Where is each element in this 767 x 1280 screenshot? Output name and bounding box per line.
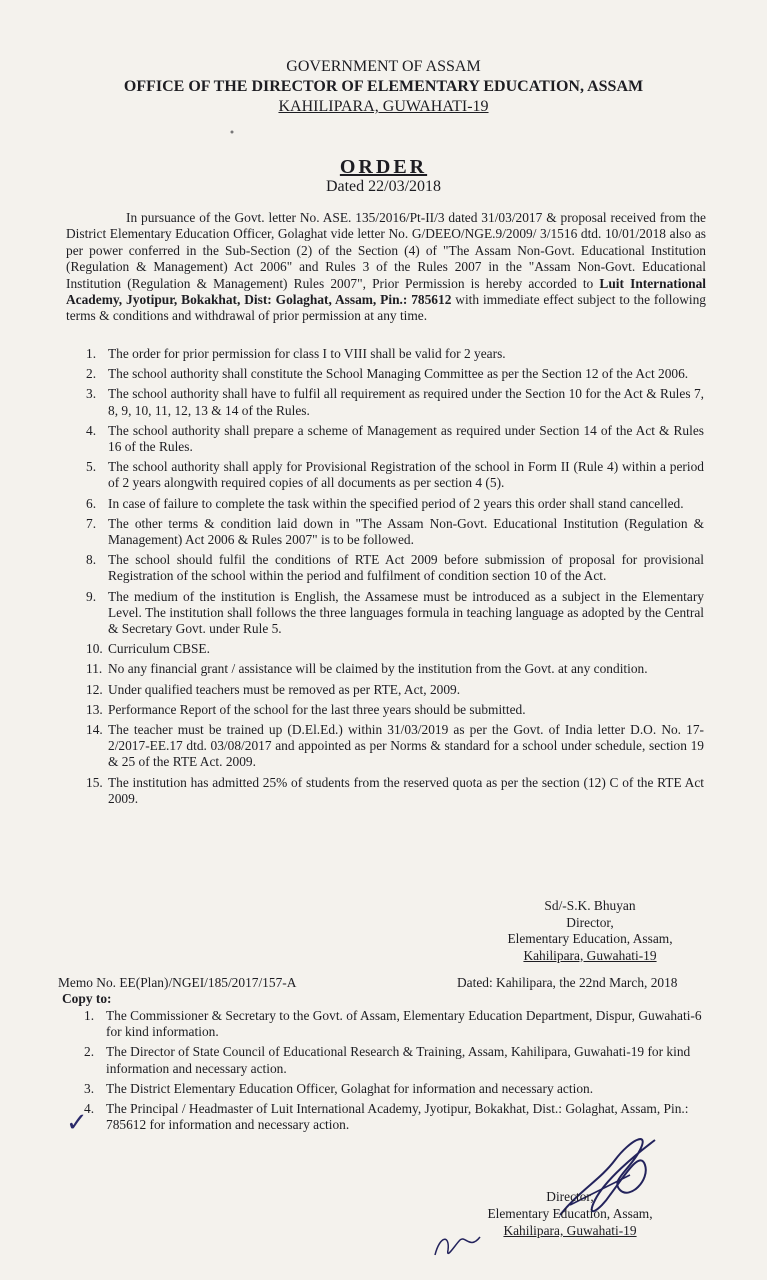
- signatory-department: Elementary Education, Assam,: [507, 931, 673, 946]
- term-item: [86, 552, 704, 584]
- terms-list: [86, 346, 704, 811]
- copies-list: [84, 1008, 706, 1137]
- term-number: 10.: [86, 641, 103, 657]
- term-text: The school should fulfil the conditions of RTE Act 2009 before submission of proposal for provisional Registration of the school within the period and fulfilment of condition section 10 of the Act.: [108, 552, 704, 584]
- term-item: [86, 702, 704, 718]
- term-item: [86, 722, 704, 771]
- term-item: [86, 589, 704, 638]
- term-number: 2.: [86, 366, 97, 382]
- term-number: 13.: [86, 701, 103, 717]
- header-address: KAHILIPARA, GUWAHATI-19: [278, 98, 489, 115]
- term-number: 6.: [86, 495, 97, 511]
- term-number: 3.: [86, 386, 97, 402]
- term-number: 11.: [86, 661, 103, 677]
- signatory-address: Kahilipara, Guwahati-19: [523, 947, 657, 963]
- copy-item: [84, 1044, 706, 1076]
- paragraph-text-b: with immediate effect subject to the following terms & conditions and withdrawal of prior permission at any time.: [66, 292, 706, 324]
- term-number: 4.: [86, 422, 97, 438]
- term-text: The school authority shall have to fulfil all requirement as required under the Section 10 for the Act & Rules 7, 8, 9, 10, 11, 12, 13 & 14 of the Rules.: [108, 386, 704, 418]
- term-text: The school authority shall apply for Provisional Registration of the school in Form II (Rule 4) within a period of 2 years alongwith required copies of all documents as per section 4 (5).: [108, 459, 704, 491]
- signatory-name: Sd/-S.K. Bhuyan: [544, 898, 636, 913]
- term-text: The teacher must be trained up (D.El.Ed.) within 31/03/2019 as per the Govt. of India letter D.O. No. 17-2/2017-EE.17 dtd. 03/08/2017 and appointed as per Norms & standard for a school under schedule, section 19 & 25 of the RTE Act. 2009.: [108, 722, 704, 770]
- term-text: The medium of the institution is English, the Assamese must be introduced as a subject in the Elementary Level. The institution shall follows the three languages formula in teaching language as adopted by the Central & Secretary Govt. under Rule 5.: [108, 588, 704, 637]
- term-number: 14.: [86, 722, 103, 738]
- term-text: Curriculum CBSE.: [108, 641, 210, 657]
- header-government: GOVERNMENT OF ASSAM: [286, 58, 481, 75]
- term-number: 1.: [86, 346, 97, 361]
- term-text: The other terms & condition laid down in "The Assam Non-Govt. Educational Institution (Regulation & Management) Act 2006 & Rules 2007" is to be followed.: [108, 515, 704, 548]
- term-item: [86, 516, 704, 548]
- signatory2-title: Director,: [546, 1189, 594, 1204]
- term-number: 15.: [86, 774, 103, 790]
- term-number: 12.: [86, 681, 103, 697]
- copy-number: 4.: [84, 1101, 95, 1117]
- term-text: The school authority shall constitute the School Managing Committee as per the Section 12 of the Act 2006.: [108, 366, 689, 382]
- term-item: [86, 423, 704, 455]
- copy-number: 2.: [84, 1044, 95, 1060]
- copy-item: [84, 1081, 706, 1097]
- term-number: 5.: [86, 459, 97, 475]
- term-item: [86, 641, 704, 657]
- memo-date: Dated: Kahilipara, the 22nd March, 2018: [457, 975, 678, 990]
- term-text: No any financial grant / assistance will be claimed by the institution from the Govt. at any condition.: [108, 661, 648, 677]
- copy-text: The Principal / Headmaster of Luit International Academy, Jyotipur, Bokakhat, Dist.: Golaghat, Assam, Pin.: 785612 for information and necessary action.: [106, 1101, 689, 1133]
- term-item: [86, 346, 704, 362]
- term-item: [86, 661, 704, 677]
- term-number: 8.: [86, 552, 97, 568]
- term-item: [86, 459, 704, 491]
- copy-text: The Director of State Council of Educational Research & Training, Assam, Kahilipara, Guwahati-19 for kind information and necessary action.: [106, 1044, 691, 1076]
- term-text: Performance Report of the school for the last three years should be submitted.: [108, 701, 526, 717]
- term-item: [86, 775, 704, 807]
- signatory2-department: Elementary Education, Assam,: [487, 1206, 653, 1221]
- term-text: In case of failure to complete the task within the specified period of 2 years this order shall stand cancelled.: [108, 495, 684, 511]
- order-title: ORDER: [339, 156, 428, 178]
- copy-number: 3.: [84, 1080, 95, 1096]
- header-office: OFFICE OF THE DIRECTOR OF ELEMENTARY EDUCATION, ASSAM: [123, 78, 644, 95]
- copy-text: The District Elementary Education Officer, Golaghat for information and necessary action.: [106, 1080, 594, 1096]
- paragraph-text-a: In pursuance of the Govt. letter No. ASE. 135/2016/Pt-II/3 dated 31/03/2017 & proposal received from the District Elementary Education Officer, Golaghat vide letter No. G/DEEO/NGE.9/2009/ 3/1516 dtd. 10/01/2018 also as per power conferred in the Sub-Section (2) of the Section (4) of "The Assam Non-Govt. Educational Institution (Regulation & Management) Act 2006" and Rules 3 of the Rules 2007 in the "Assam Non-Govt. Educational Institution (Regulation & Management) Rules 2007", Prior Permission is hereby accorded to: [66, 210, 706, 291]
- term-item: [86, 386, 704, 418]
- term-text: Under qualified teachers must be removed as per RTE, Act, 2009.: [108, 681, 461, 697]
- memo-number: Memo No. EE(Plan)/NGEI/185/2017/157-A: [58, 975, 297, 990]
- school-name: Luit International Academy, Jyotipur, Bokakhat, Dist: Golaghat, Assam, Pin.: 785612: [66, 275, 707, 308]
- copy-item: [84, 1008, 706, 1040]
- term-item: [86, 496, 704, 512]
- term-text: The school authority shall prepare a scheme of Management as required under Section 14 of the Act & Rules 16 of the Rules.: [108, 422, 704, 455]
- order-date: Dated 22/03/2018: [325, 178, 442, 195]
- signature-block-2: [470, 1188, 670, 1239]
- term-item: [86, 366, 704, 382]
- term-number: 9.: [86, 588, 97, 604]
- term-text: The institution has admitted 25% of students from the reserved quota as per the section (12) C of the RTE Act 2009.: [108, 774, 704, 806]
- term-number: 7.: [86, 515, 97, 531]
- tick-mark-icon: ✓: [66, 1108, 88, 1137]
- term-item: [86, 682, 704, 698]
- copy-number: 1.: [84, 1008, 95, 1023]
- term-text: The order for prior permission for class I to VIII shall be valid for 2 years.: [108, 346, 506, 361]
- pin-mark-icon: [228, 128, 236, 136]
- signature-block: [490, 898, 690, 964]
- signatory2-address: Kahilipara, Guwahati-19: [503, 1223, 637, 1238]
- copy-to-label: Copy to:: [62, 991, 112, 1006]
- order-paragraph: [66, 210, 706, 325]
- copy-text: The Commissioner & Secretary to the Govt. of Assam, Elementary Education Department, Dispur, Guwahati-6 for kind information.: [106, 1008, 702, 1040]
- signatory-title: Director,: [566, 914, 614, 930]
